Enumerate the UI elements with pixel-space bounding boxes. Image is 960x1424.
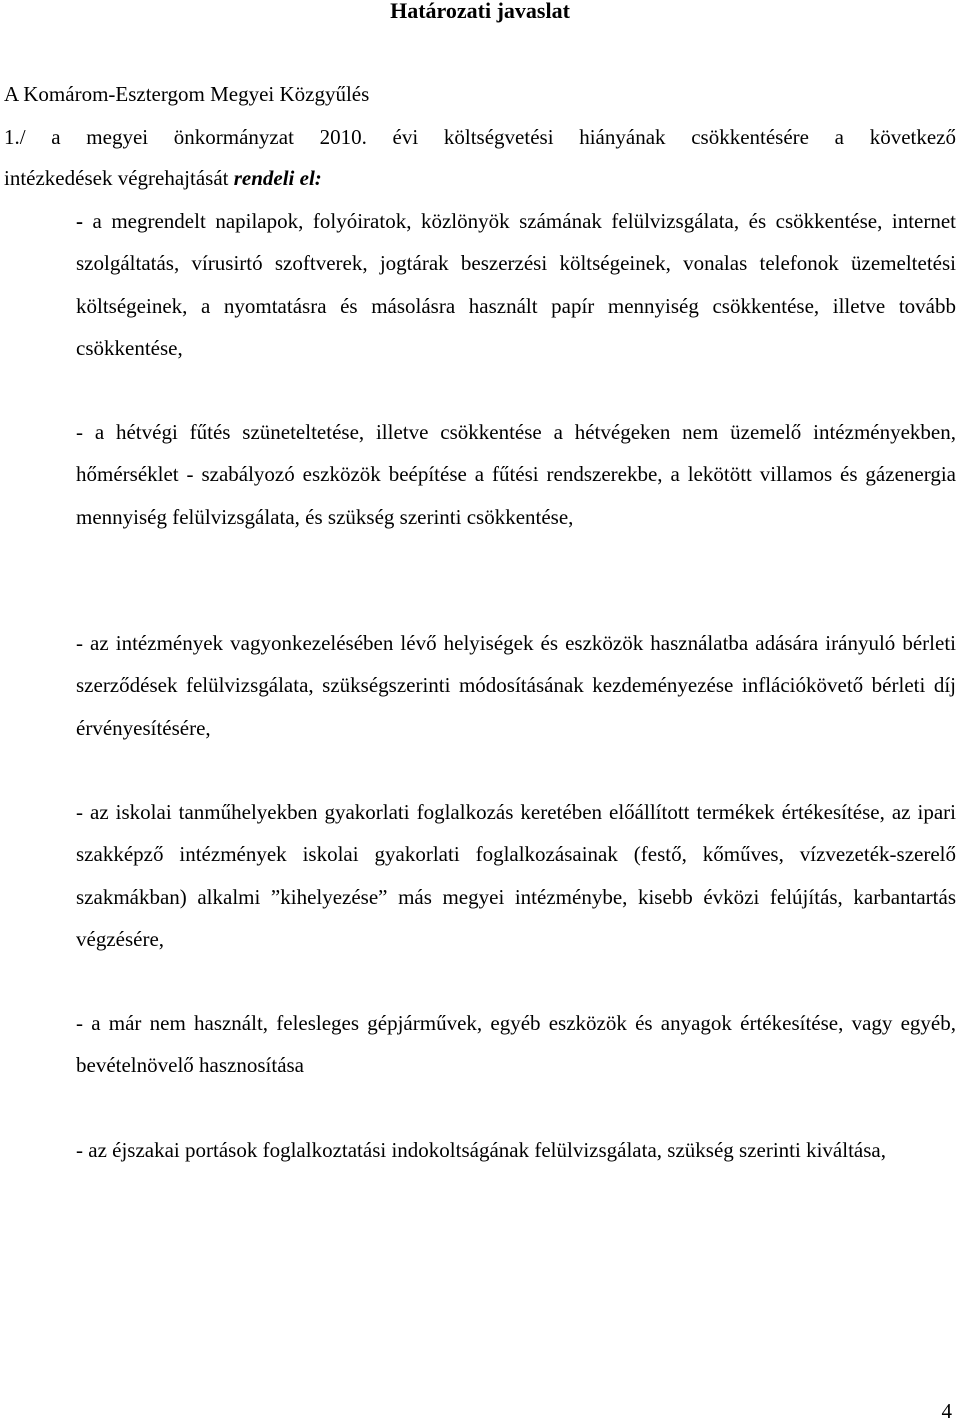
bullet-item-6: - az éjszakai portások foglalkoztatási indokoltságának felülvizsgálata, szükség szerinti kiváltása, bbox=[76, 1138, 886, 1162]
bullet-item-2: - a hétvégi fűtés szüneteltetése, illetve csökkentése a hétvégeken nem üzemelő intézményekben, hőmérséklet - szabályozó eszközök beépítése a fűtési rendszerekbe, a lekötött villamos és gázenergia mennyiség felülvizsgálata, és szükség szerinti csökkentése, bbox=[76, 420, 956, 529]
intro-line: A Komárom-Esztergom Megyei Közgyűlés bbox=[4, 82, 370, 106]
bullet-item-3: - az intézmények vagyonkezelésében lévő helyiségek és eszközök használatba adására irányuló bérleti szerződések felülvizsgálata, szükségszerinti módosításának kezdeményezése inflációkövető bérleti díj érvényesítésére, bbox=[76, 631, 956, 740]
rendeli-el-emphasis: rendeli el: bbox=[233, 166, 322, 190]
bullet-item-4: - az iskolai tanműhelyekben gyakorlati foglalkozás keretében előállított termékek értékesítése, az ipari szakképző intézmények iskolai gyakorlati foglalkozásainak (festő, kőműves, vízvezeték-szerelő szakmákban) alkalmi ”kihelyezése” más megyei intézménybe, kisebb évközi felújítás, karbantartás végzésére, bbox=[76, 800, 956, 952]
bullet-dash: - bbox=[76, 209, 83, 233]
item-1-line-2-text: intézkedések végrehajtását bbox=[4, 166, 234, 190]
bullet-item-5: - a már nem használt, felesleges gépjárművek, egyéb eszközök és anyagok értékesítése, vagy egyéb, bevételnövelő hasznosítása bbox=[76, 1011, 956, 1078]
item-1-line-2 bbox=[4, 165, 322, 191]
page-number: 4 bbox=[941, 1399, 952, 1423]
bullet-item-1-text: a megrendelt napilapok, folyóiratok, közlönyök számának felülvizsgálata, és csökkentése, internet szolgáltatás, vírusirtó szoftverek, jogtárak beszerzési költségeinek, vonalas telefonok üzemeltetési költségeinek, a nyomtatásra és másolásra használt papír mennyiség csökkentése, illetve tovább csökkentése, bbox=[76, 209, 956, 361]
bullet-item-1 bbox=[76, 200, 956, 370]
item-1-line-1: 1./ a megyei önkormányzat 2010. évi költségvetési hiányának csökkentésére a következő bbox=[4, 125, 956, 149]
document-title: Határozati javaslat bbox=[390, 0, 570, 23]
